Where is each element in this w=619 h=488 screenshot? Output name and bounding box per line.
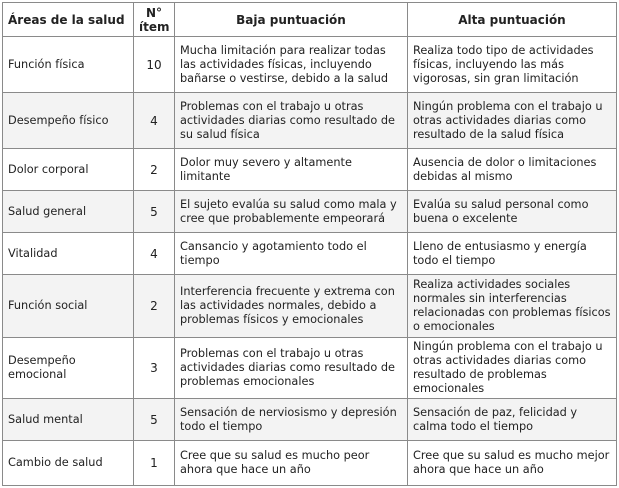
area-cell: Salud general [3,191,134,233]
item-count-cell: 5 [134,399,175,441]
area-cell: Dolor corporal [3,149,134,191]
low-score-cell: Problemas con el trabajo u otras actividades diarias como resultado de problemas emocionales [175,338,408,399]
item-count-cell: 4 [134,233,175,275]
high-score-cell: Ningún problema con el trabajo u otras actividades diarias como resultado de problemas emocionales [408,338,617,399]
low-score-cell: Sensación de nerviosismo y depresión todo el tiempo [175,399,408,441]
item-count-cell: 2 [134,149,175,191]
area-cell: Desempeño emocional [3,338,134,399]
item-count-cell: 10 [134,37,175,93]
area-cell: Salud mental [3,399,134,441]
table-row [3,93,617,149]
item-count-cell: 5 [134,191,175,233]
high-score-cell: Evalúa su salud personal como buena o excelente [408,191,617,233]
high-score-cell: Lleno de entusiasmo y energía todo el tiempo [408,233,617,275]
area-cell: Cambio de salud [3,441,134,486]
area-cell: Desempeño físico [3,93,134,149]
low-score-cell: El sujeto evalúa su salud como mala y cree que probablemente empeorará [175,191,408,233]
table-row [3,338,617,399]
low-score-cell: Interferencia frecuente y extrema con las actividades normales, debido a problemas físicos y emocionales [175,275,408,338]
table-row [3,37,617,93]
header-low-score: Baja puntuación [175,3,408,37]
item-count-cell: 1 [134,441,175,486]
low-score-cell: Dolor muy severo y altamente limitante [175,149,408,191]
item-count-cell: 4 [134,93,175,149]
header-item-count [134,3,175,37]
high-score-cell: Realiza todo tipo de actividades físicas, incluyendo las más vigorosas, sin gran limitación [408,37,617,93]
low-score-cell: Mucha limitación para realizar todas las actividades físicas, incluyendo bañarse o vestirse, debido a la salud [175,37,408,93]
health-areas-table [2,2,617,486]
high-score-cell: Ningún problema con el trabajo u otras actividades diarias como resultado de la salud física [408,93,617,149]
table-row [3,399,617,441]
low-score-cell: Cansancio y agotamiento todo el tiempo [175,233,408,275]
table-row [3,191,617,233]
high-score-cell: Cree que su salud es mucho mejor ahora que hace un año [408,441,617,486]
high-score-cell: Ausencia de dolor o limitaciones debidas al mismo [408,149,617,191]
table-row [3,233,617,275]
table-row [3,441,617,486]
area-cell: Función física [3,37,134,93]
table-row [3,149,617,191]
header-area: Áreas de la salud [3,3,134,37]
header-item-count-line1: N° [145,5,163,20]
area-cell: Vitalidad [3,233,134,275]
item-count-cell: 3 [134,338,175,399]
high-score-cell: Realiza actividades sociales normales sin interferencias relacionadas con problemas físicos o emocionales [408,275,617,338]
area-cell: Función social [3,275,134,338]
header-item-count-line2: ítem [139,19,170,34]
low-score-cell: Problemas con el trabajo u otras actividades diarias como resultado de su salud física [175,93,408,149]
header-row [3,3,617,37]
table-row [3,275,617,338]
item-count-cell: 2 [134,275,175,338]
high-score-cell: Sensación de paz, felicidad y calma todo el tiempo [408,399,617,441]
low-score-cell: Cree que su salud es mucho peor ahora que hace un año [175,441,408,486]
header-high-score: Alta puntuación [408,3,617,37]
